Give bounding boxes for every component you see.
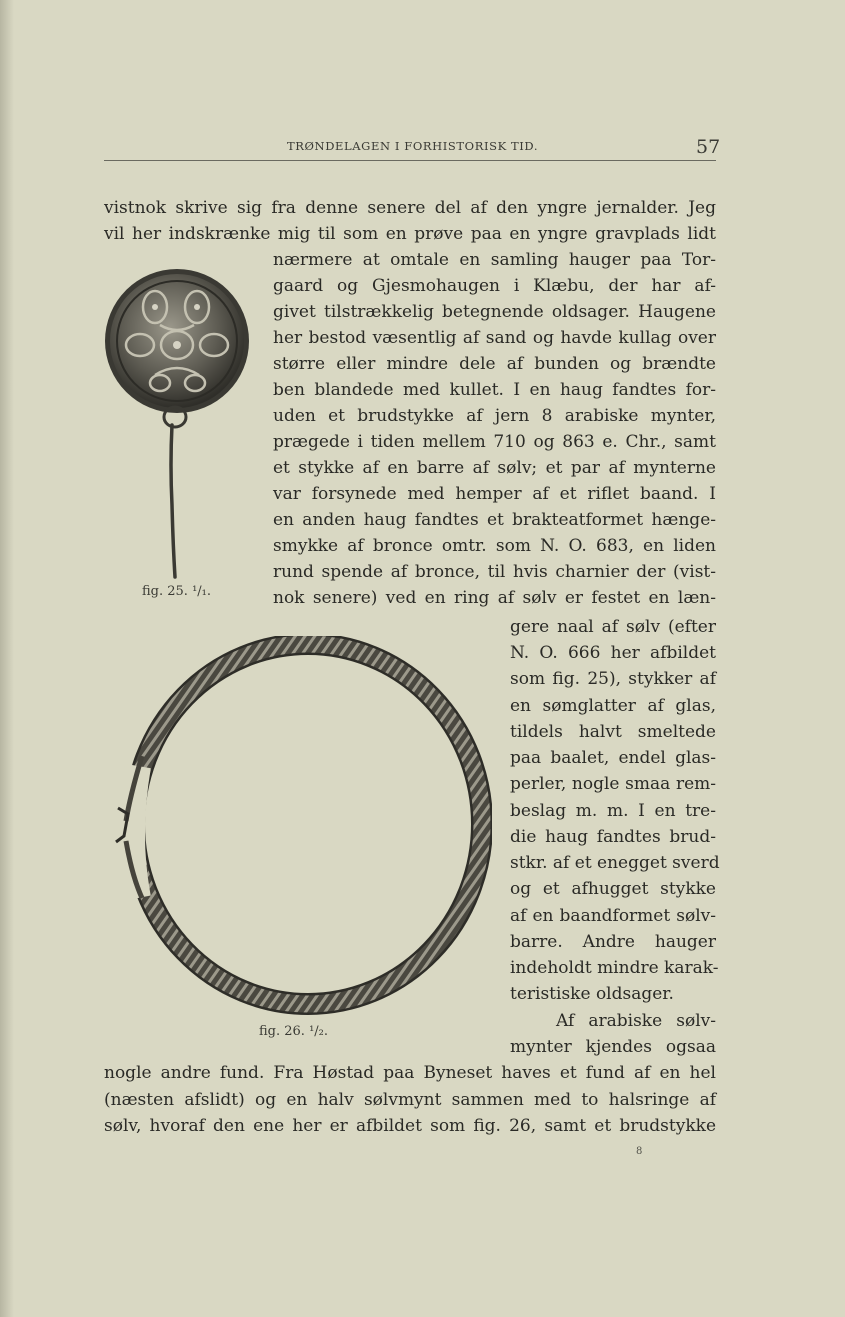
text-line: af en baandformet sølv- bbox=[510, 906, 716, 926]
text-line: (næsten afslidt) og en halv sølvmynt sammen med to halsringe af bbox=[104, 1090, 716, 1110]
page-number: 57 bbox=[696, 136, 721, 158]
running-title: TRØNDELAGEN I FORHISTORISK TID. bbox=[287, 139, 539, 153]
text-line: stkr. af et enegget sverd bbox=[510, 853, 720, 873]
text-line: som fig. 25), stykker af bbox=[510, 669, 716, 689]
text-line: og et afhugget stykke bbox=[510, 879, 716, 899]
text-line: større eller mindre dele af bunden og brændte bbox=[273, 354, 716, 374]
text-line: rund spende af bronce, til hvis charnier der (vist- bbox=[273, 562, 716, 582]
text-line: N. O. 666 her afbildet bbox=[510, 643, 716, 663]
fig-25-caption: fig. 25. ¹/₁. bbox=[142, 584, 211, 599]
text-line: var forsynede med hemper af et riflet baand. I bbox=[273, 484, 716, 504]
text-line: nærmere at omtale en samling hauger paa Tor- bbox=[273, 250, 716, 270]
text-line: her bestod væsentlig af sand og havde kullag over bbox=[273, 328, 716, 348]
text-line: indeholdt mindre karak- bbox=[510, 958, 719, 978]
text-line: perler, nogle smaa rem- bbox=[510, 774, 716, 794]
text-line: nok senere) ved en ring af sølv er festet en læn- bbox=[273, 588, 716, 608]
header-rule bbox=[104, 160, 716, 161]
fig-26-caption: fig. 26. ¹/₂. bbox=[259, 1024, 328, 1039]
text-line: en anden haug fandtes et brakteatformet hænge- bbox=[273, 510, 716, 530]
text-line: sølv, hvoraf den ene her er afbildet som fig. 26, samt et brudstykke bbox=[104, 1116, 716, 1136]
text-line: vistnok skrive sig fra denne senere del af den yngre jernalder. Jeg bbox=[104, 198, 716, 218]
text-line: tildels halvt smeltede bbox=[510, 722, 716, 742]
fig-25-brooch-image bbox=[100, 265, 255, 590]
text-line: gaard og Gjesmohaugen i Klæbu, der har af- bbox=[273, 276, 716, 296]
text-line: die haug fandtes brud- bbox=[510, 827, 716, 847]
text-line: nogle andre fund. Fra Høstad paa Byneset haves et fund af en hel bbox=[104, 1063, 716, 1083]
text-line: givet tilstrækkelig betegnende oldsager. Haugene bbox=[273, 302, 716, 322]
text-line: barre. Andre hauger bbox=[510, 932, 716, 952]
text-line: Af arabiske sølv- bbox=[556, 1011, 716, 1031]
text-line: et stykke af en barre af sølv; et par af mynterne bbox=[273, 458, 716, 478]
text-line: prægede i tiden mellem 710 og 863 e. Chr., samt bbox=[273, 432, 716, 452]
text-line: vil her indskrænke mig til som en prøve paa en yngre gravplads lidt bbox=[104, 224, 716, 244]
text-line: smykke af bronce omtr. som N. O. 683, en liden bbox=[273, 536, 716, 556]
fig-26-neck-ring-image bbox=[108, 636, 492, 1018]
text-line: beslag m. m. I en tre- bbox=[510, 801, 716, 821]
signature-mark: 8 bbox=[636, 1146, 643, 1157]
text-line: mynter kjendes ogsaa bbox=[510, 1037, 716, 1057]
text-line: teristiske oldsager. bbox=[510, 984, 674, 1004]
text-line: en sømglatter af glas, bbox=[510, 696, 716, 716]
text-line: gere naal af sølv (efter bbox=[510, 617, 716, 637]
text-line: ben blandede med kullet. I en haug fandtes for- bbox=[273, 380, 716, 400]
text-line: uden et brudstykke af jern 8 arabiske mynter, bbox=[273, 406, 716, 426]
page-edge-shadow bbox=[0, 0, 14, 1317]
text-line: paa baalet, endel glas- bbox=[510, 748, 716, 768]
